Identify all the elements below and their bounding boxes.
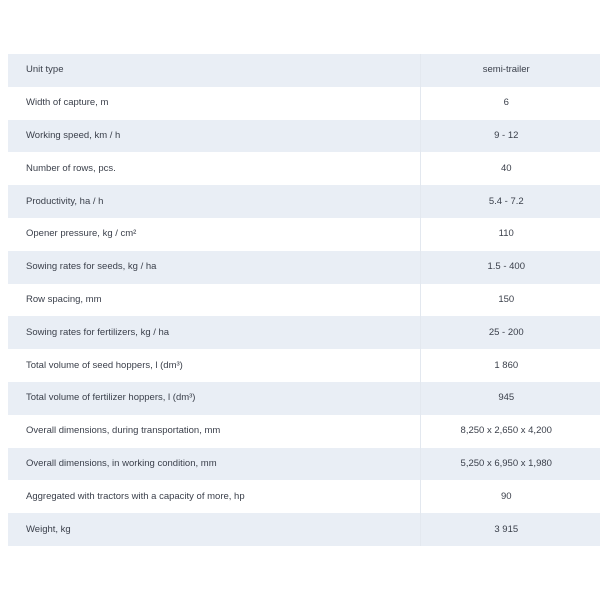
spec-label-row-spacing: Row spacing, mm xyxy=(8,284,420,317)
table-row xyxy=(8,316,600,349)
spec-label-sowing-rates-fertilizers: Sowing rates for fertilizers, kg / ha xyxy=(8,316,420,349)
spec-value-opener-pressure: 110 xyxy=(498,228,514,240)
spec-label-sowing-rates-seeds: Sowing rates for seeds, kg / ha xyxy=(8,251,420,284)
table-row xyxy=(8,218,600,251)
table-row xyxy=(8,382,600,415)
spec-value-productivity: 5.4 - 7.2 xyxy=(488,195,524,207)
table-row xyxy=(8,251,600,284)
spec-label-number-of-rows: Number of rows, pcs. xyxy=(8,152,420,185)
spec-value-dimensions-working: 5,250 x 6,950 x 1,980 xyxy=(460,457,552,469)
spec-label-tractor-capacity: Aggregated with tractors with a capacity of more, hp xyxy=(8,480,420,513)
table-row xyxy=(8,349,600,382)
spec-value-weight: 3 915 xyxy=(494,523,519,535)
spec-label-dimensions-transport: Overall dimensions, during transportation, mm xyxy=(8,415,420,448)
spec-value-tractor-capacity: 90 xyxy=(500,490,512,502)
spec-label-working-speed: Working speed, km / h xyxy=(8,120,420,153)
table-row xyxy=(8,185,600,218)
table-row xyxy=(8,415,600,448)
spec-value-seed-hoppers-volume: 1 860 xyxy=(494,359,519,371)
spec-label-width-of-capture: Width of capture, m xyxy=(8,87,420,120)
spec-value-sowing-rates-seeds: 1.5 - 400 xyxy=(487,261,525,273)
spec-label-fertilizer-hoppers-volume: Total volume of fertilizer hoppers, l (dm³) xyxy=(8,382,420,415)
spec-value-number-of-rows: 40 xyxy=(500,162,512,174)
table-row xyxy=(8,448,600,481)
spec-label-unit-type: Unit type xyxy=(8,54,420,87)
specifications-table xyxy=(8,54,600,546)
spec-label-seed-hoppers-volume: Total volume of seed hoppers, l (dm³) xyxy=(8,349,420,382)
table-row xyxy=(8,480,600,513)
spec-value-row-spacing: 150 xyxy=(498,293,515,305)
table-row xyxy=(8,513,600,546)
spec-label-dimensions-working: Overall dimensions, in working condition, mm xyxy=(8,448,420,481)
spec-value-width-of-capture: 6 xyxy=(503,97,509,109)
spec-label-weight: Weight, kg xyxy=(8,513,420,546)
table-row xyxy=(8,120,600,153)
table-row xyxy=(8,284,600,317)
spec-value-dimensions-transport: 8,250 x 2,650 x 4,200 xyxy=(460,425,552,437)
spec-value-sowing-rates-fertilizers: 25 - 200 xyxy=(488,326,524,338)
table-row xyxy=(8,87,600,120)
table-row xyxy=(8,152,600,185)
spec-value-unit-type: semi-trailer xyxy=(482,64,530,76)
spec-value-fertilizer-hoppers-volume: 945 xyxy=(498,392,515,404)
spec-label-productivity: Productivity, ha / h xyxy=(8,185,420,218)
spec-label-opener-pressure: Opener pressure, kg / cm² xyxy=(8,218,420,251)
spec-value-working-speed: 9 - 12 xyxy=(494,129,519,141)
table-row xyxy=(8,54,600,87)
